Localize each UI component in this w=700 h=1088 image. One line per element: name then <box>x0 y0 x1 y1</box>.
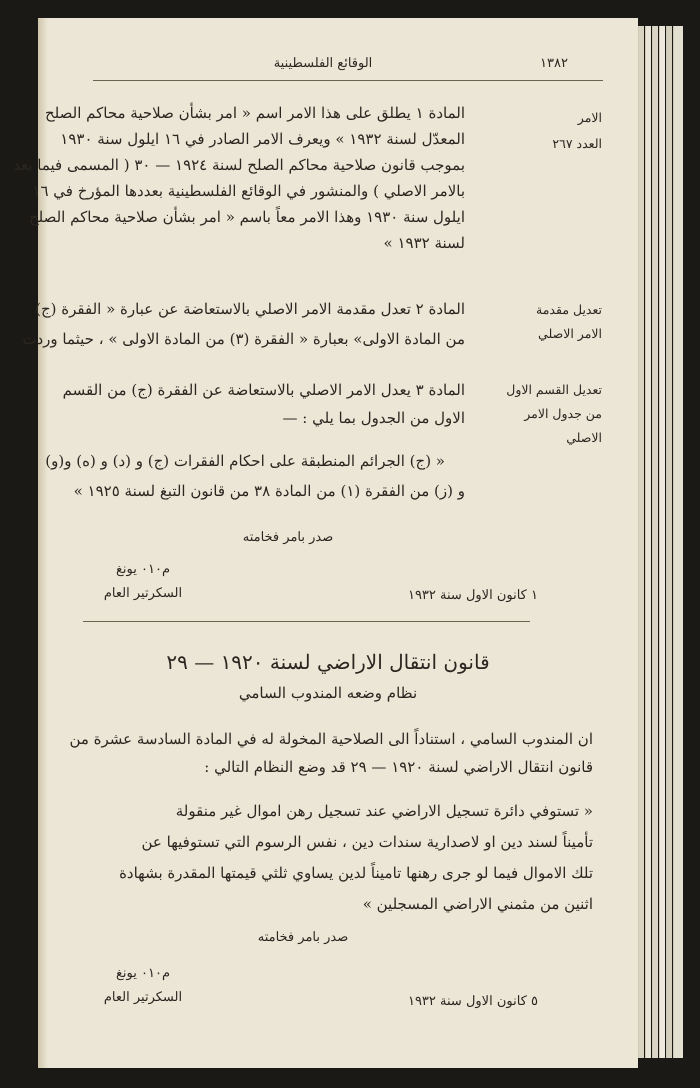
signatory-title: السكرتير العام <box>103 586 183 601</box>
page-spine-shadow <box>38 18 48 1068</box>
signatory-name: م٠١٠ يونغ <box>115 562 171 577</box>
page-edge <box>659 26 665 1058</box>
running-title: الوقائع الفلسطينية <box>273 56 373 71</box>
section-divider <box>83 621 530 622</box>
quote-line: اثنين من مثمني الاراضي المسجلين » <box>362 895 593 913</box>
quote-line: تأميناً لسند دين او لاصدارية سندات دين ، نفس الرسوم التي تستوفيها عن <box>141 833 593 851</box>
sidebar-note: تعديل مقدمة <box>536 302 602 317</box>
sidebar-note: من جدول الامر <box>524 406 602 421</box>
article-line: المادة ١ يطلق على هذا الامر اسم « امر بشأن صلاحية محاكم الصلح <box>44 104 465 122</box>
article-line: لسنة ١٩٣٢ » <box>383 234 465 252</box>
page-edge <box>673 26 683 1058</box>
document-page <box>13 18 638 1068</box>
sidebar-note: العدد ٢٦٧ <box>552 136 602 151</box>
sidebar-note: الامر الاصلي <box>538 326 602 341</box>
article-line: بموجب قانون صلاحية محاكم الصلح لسنة ١٩٢٤ — ٣٠ ( المسمى فيما بعد <box>13 156 465 174</box>
page-edge <box>652 26 658 1058</box>
quote-line: تلك الاموال فيما لو جرى رهنها تاميناً لدين يساوي ثلثي قيمتها المقدرة بشهادة <box>119 864 593 882</box>
article-line: المعدّل لسنة ١٩٣٢ » ويعرف الامر الصادر في ١٦ ايلول سنة ١٩٣٠ <box>60 130 465 148</box>
sidebar-note: الاصلي <box>566 430 602 445</box>
article-line: و (ز) من الفقرة (١) من المادة ٣٨ من قانون التبغ لسنة ١٩٢٥ » <box>73 482 465 500</box>
article-line: من المادة الاولى» بعبارة « الفقرة (٣) من المادة الاولى » ، حيثما وردت <box>22 330 465 348</box>
signatory-title: السكرتير العام <box>103 990 183 1005</box>
article-line: ايلول سنة ١٩٣٠ وهذا الامر معاً باسم « امر بشأن صلاحية محاكم الصلح <box>28 208 465 226</box>
article-line: المادة ٢ تعدل مقدمة الامر الاصلي بالاستعاضة عن عبارة « الفقرة (ج) <box>35 300 465 318</box>
sidebar-note: تعديل القسم الاول <box>506 382 602 397</box>
page-edge <box>666 26 672 1058</box>
signatory-name: م٠١٠ يونغ <box>115 966 171 981</box>
page-number: ١٣٨٢ <box>540 56 568 71</box>
date-line: ٥ كانون الاول سنة ١٩٣٢ <box>407 994 538 1009</box>
law-title: قانون انتقال الاراضي لسنة ١٩٢٠ — ٢٩ <box>166 650 490 674</box>
issued-by-line: صدر بامر فخامته <box>242 530 334 545</box>
page-edge <box>645 26 651 1058</box>
quote-line: « تستوفي دائرة تسجيل الاراضي عند تسجيل رهن اموال غير منقولة <box>175 802 593 820</box>
article-line: الاول من الجدول بما يلي : — <box>282 409 465 427</box>
article-line: بالامر الاصلي ) والمنشور في الوقائع الفلسطينية بعددها المؤرخ في ١٦ <box>32 182 465 200</box>
article-line: المادة ٣ يعدل الامر الاصلي بالاستعاضة عن الفقرة (ج) من القسم <box>62 381 465 399</box>
issued-by-line: صدر بامر فخامته <box>257 930 349 945</box>
page-edge <box>638 26 644 1058</box>
date-line: ١ كانون الاول سنة ١٩٣٢ <box>407 588 538 603</box>
preamble-line: ان المندوب السامي ، استناداً الى الصلاحية المخولة له في المادة السادسة عشرة من <box>69 730 593 748</box>
header-rule <box>93 80 603 81</box>
law-subtitle: نظام وضعه المندوب السامي <box>238 684 418 702</box>
sidebar-note: الامر <box>577 110 602 125</box>
preamble-line: قانون انتقال الاراضي لسنة ١٩٢٠ — ٢٩ قد وضع النظام التالي : <box>204 758 593 776</box>
article-line: « (ج) الجرائم المنطبقة على احكام الفقرات (ج) و (د) و (ه) و(و) <box>45 452 445 470</box>
